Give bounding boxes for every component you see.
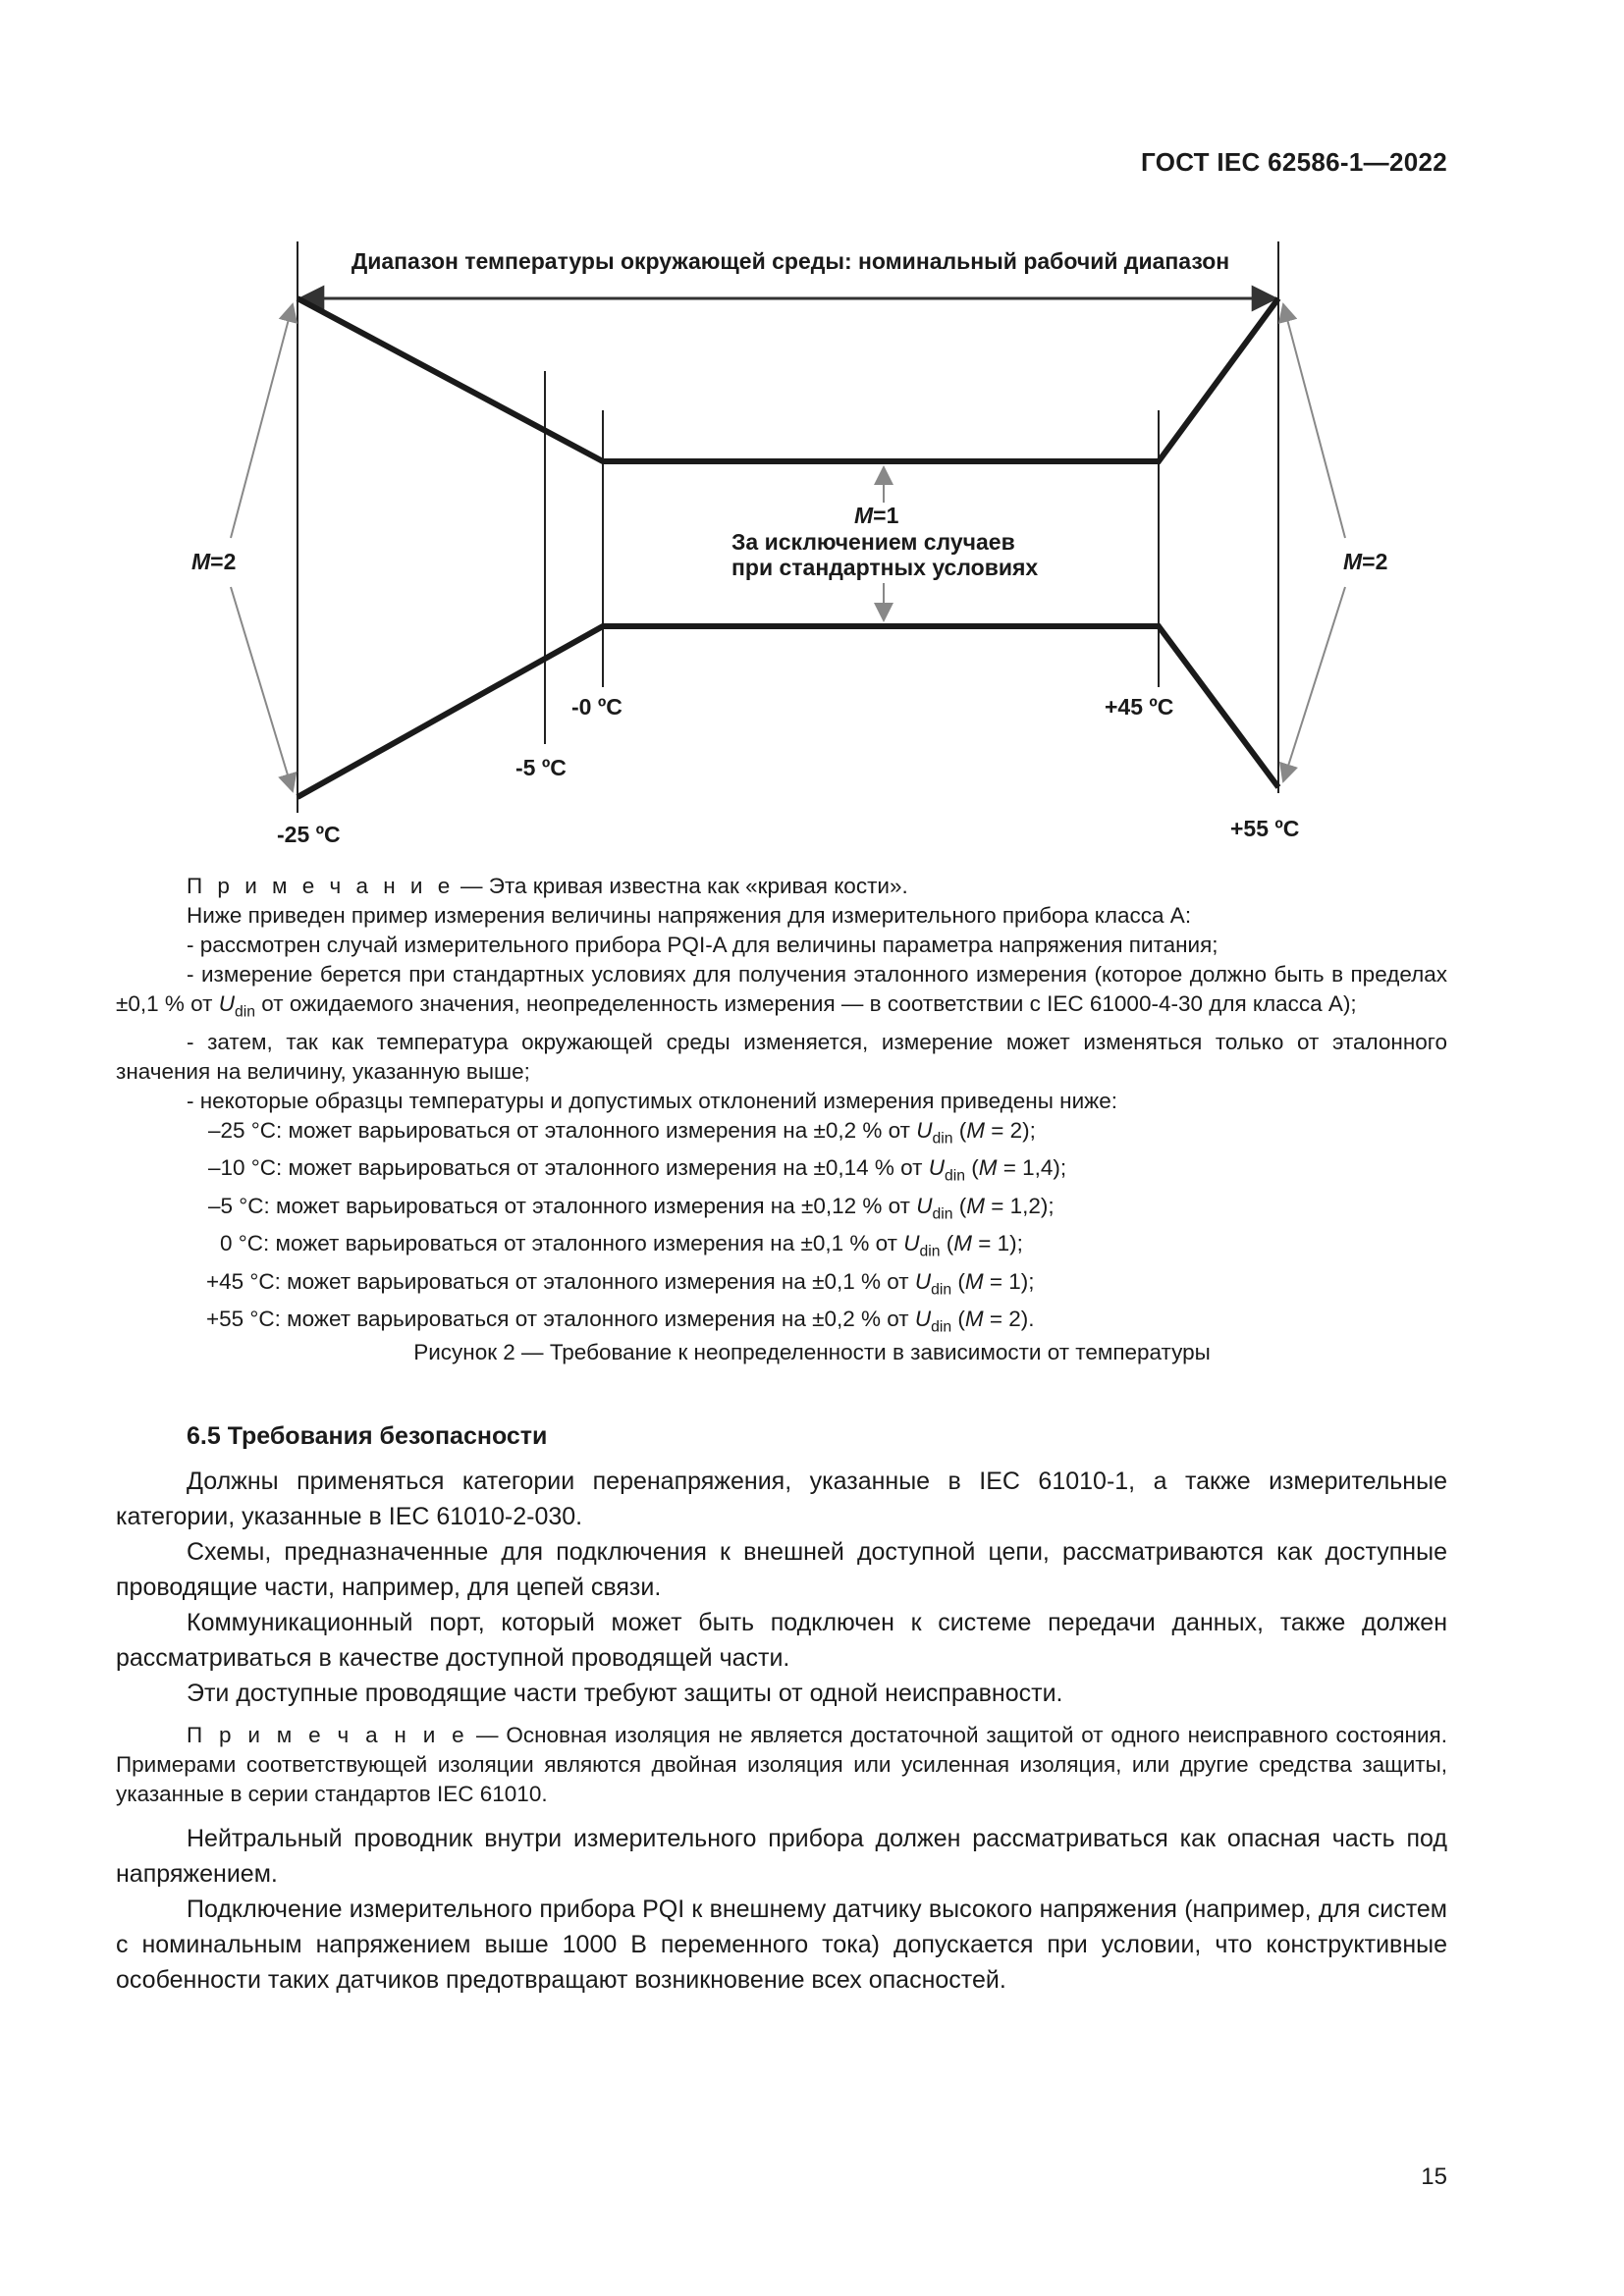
- upper-limit-curve: [298, 298, 1278, 461]
- sample-row: –10 °C: может варьироваться от эталонного измерения на ±0,14 % от $U_{din}$ (M = 1,4);: [208, 1155, 1067, 1185]
- range-label: Диапазон температуры окружающей среды: номинальный рабочий диапазон: [351, 248, 1230, 274]
- label-minus5: -5 ºC: [515, 755, 567, 780]
- page-number: 15: [1421, 2163, 1447, 2190]
- document-id: ГОСТ IEC 62586-1—2022: [1141, 147, 1447, 177]
- figure-note: П р и м е ч а н и е — Эта кривая известна как «кривая кости». Ниже приведен пример измерения величины напряжения для измерительного прибора класса A: - рассмотрен случай измерительного прибора PQI-A для величины параметра напряжения питания; - измерение берется при стандартных условиях для получения эталонного измерения (которое должно быть в пределах ±0,1 % от $U_{din}$ от ожидаемого значения, неопределенность измерения — в соответствии с IEC 61000-4-30 для класса A); - затем, так как температура окружающей среды изменяется, измерение может изменяться только от эталонного значения на величину, указанную выше; - некоторые образцы температуры и допустимых отклонений измерения приведены ниже: –25 °C: может варьироваться от эталонного измерения на ±0,2 % от $U_{din}$ (M = 2); –10 °C: может варьироваться от эталонного измерения на ±0,14 % от $U_{din}$ (M = 1,4); –5 °C: может варьироваться от эталонного измерения на ±0,12 % от $U_{din}$ (M = 1,2); 0 °C: может варьироваться от эталонного измерения на ±0,1 % от $U_{din}$ (M = 1); +45 °C: может варьироваться от эталонного измерения на ±0,1 % от $U_{din}$ (M = 1); +55 °C: может варьироваться от эталонного измерения на ±0,2 % от $U_{din}$ (M = 2).: [116, 872, 1447, 1343]
- paragraph: Подключение измерительного прибора PQI к внешнему датчику высокого напряжения (например, для систем с номинальным напряжением выше 1000 В переменного тока) допускается при условии, что конструктивные особенности таких датчиков предотвращают возникновение всех опасностей.: [116, 1896, 1447, 1994]
- note-label: П р и м е ч а н и е: [187, 874, 455, 898]
- m2-right-arrow-down: [1283, 587, 1345, 781]
- section-6-5: [116, 1418, 1447, 1998]
- sample-row: –5 °C: может варьироваться от эталонного измерения на ±0,12 % от $U_{din}$ (M = 1,2);: [208, 1193, 1055, 1222]
- m2-left-arrow-down: [231, 587, 293, 791]
- paragraph: Нейтральный проводник внутри измерительного прибора должен рассматриваться как опасная часть под напряжением.: [116, 1825, 1447, 1888]
- paragraph: Коммуникационный порт, который может быть подключен к системе передачи данных, также должен рассматриваться в качестве доступной проводящей части.: [116, 1609, 1447, 1672]
- section-note: П р и м е ч а н и е — Основная изоляция не является достаточной защитой от одного неисправного состояния. Примерами соответствующей изоляции являются двойная изоляция или усиленная изоляция, или другие средства защиты, указанные в серии стандартов IEC 61010.: [116, 1723, 1447, 1806]
- label-minus0: -0 ºC: [571, 694, 623, 720]
- sample-row: 0 °C: может варьироваться от эталонного измерения на ±0,1 % от $U_{din}$ (M = 1);: [220, 1231, 1023, 1260]
- m2-right-label: M=2: [1343, 549, 1388, 574]
- m2-left-label: M=2: [191, 549, 237, 574]
- note-line2: - рассмотрен случай измерительного прибора PQI-A для величины параметра напряжения питания;: [187, 933, 1218, 957]
- note-line3: - измерение берется при стандартных условиях для получения эталонного измерения (которое должно быть в пределах ±0,1 % от $U_{din}$ от ожидаемого значения, неопределенность измерения — в соответствии с IEC 61000-4-30 для класса A);: [116, 962, 1447, 1021]
- paragraph: Схемы, предназначенные для подключения к внешней доступной цепи, рассматриваются как доступные проводящие части, например, для цепей связи.: [116, 1538, 1447, 1601]
- note-line4: - затем, так как температура окружающей среды изменяется, измерение может изменяться только от эталонного значения на величину, указанную выше;: [116, 1029, 1447, 1084]
- sample-row: +45 °C: может варьироваться от эталонного измерения на ±0,1 % от $U_{din}$ (M = 1);: [206, 1268, 1035, 1298]
- sample-row: –25 °C: может варьироваться от эталонного измерения на ±0,2 % от $U_{din}$ (M = 2);: [208, 1117, 1036, 1147]
- m2-left-arrow-up: [231, 304, 293, 538]
- except-line1: За исключением случаев: [731, 529, 1015, 555]
- section-title: 6.5 Требования безопасности: [187, 1422, 548, 1450]
- label-plus45: +45 ºC: [1105, 694, 1174, 720]
- note-line1: Ниже приведен пример измерения величины напряжения для измерительного прибора класса A:: [187, 903, 1192, 928]
- m1-label: M=1: [854, 503, 899, 528]
- label-minus25: -25 ºC: [277, 822, 341, 847]
- except-line2: при стандартных условиях: [731, 555, 1039, 580]
- paragraph: Должны применяться категории перенапряжения, указанные в IEC 61010-1, а также измерительные категории, указанные в IEC 61010-2-030.: [116, 1468, 1447, 1530]
- sample-row: +55 °C: может варьироваться от эталонного измерения на ±0,2 % от $U_{din}$ (M = 2).: [206, 1307, 1035, 1336]
- m2-right-arrow-up: [1283, 304, 1345, 538]
- label-plus55: +55 ºC: [1230, 816, 1300, 841]
- note-line5: - некоторые образцы температуры и допустимых отклонений измерения приведены ниже:: [187, 1088, 1117, 1113]
- uncertainty-temperature-figure: [0, 0, 1624, 883]
- temperature-samples: [116, 1116, 1447, 1343]
- paragraph: Эти доступные проводящие части требуют защиты от одной неисправности.: [187, 1680, 1063, 1707]
- figure-caption: Рисунок 2 — Требование к неопределенности в зависимости от температуры: [413, 1340, 1211, 1364]
